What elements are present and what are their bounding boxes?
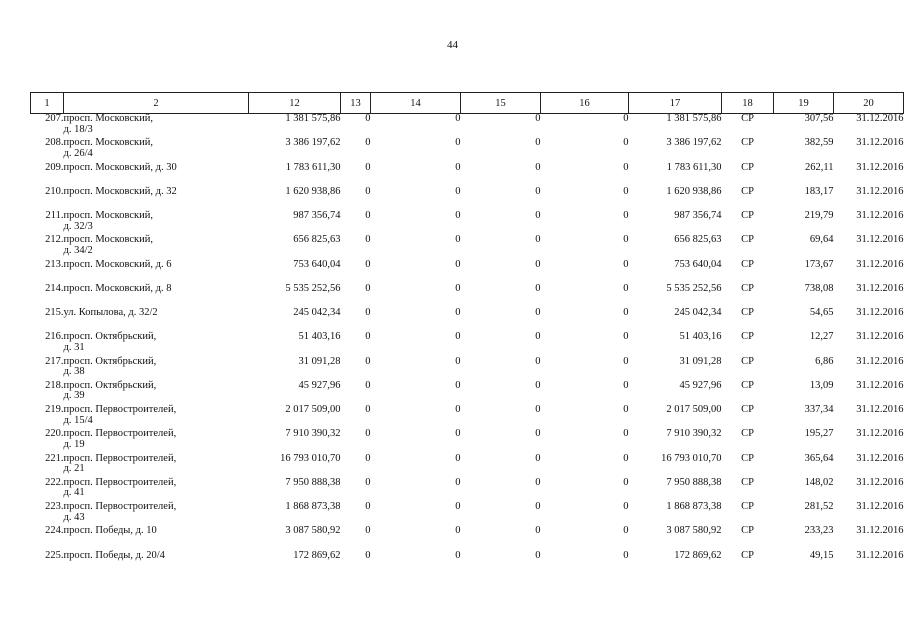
column-header: 17 bbox=[629, 93, 722, 114]
cell-col-18: СР bbox=[741, 307, 754, 318]
cell-col-19: 6,86 bbox=[815, 355, 834, 367]
row-number: 213. bbox=[45, 258, 64, 270]
cell-col-15: 0 bbox=[535, 137, 541, 149]
cell-col-13: 0 bbox=[365, 307, 371, 318]
cell-col-16: 0 bbox=[623, 549, 629, 561]
cell-col-20: 31.12.2016 bbox=[856, 185, 904, 197]
cell-col-17: 31 091,28 bbox=[679, 355, 722, 367]
cell-col-16: 0 bbox=[623, 331, 629, 343]
cell-col-16: 0 bbox=[623, 185, 629, 197]
column-header: 12 bbox=[249, 93, 341, 114]
cell-col-12: 1 381 575,86 bbox=[285, 113, 341, 124]
row-number: 224. bbox=[45, 525, 64, 537]
cell-col-15: 0 bbox=[535, 282, 541, 294]
cell-col-16: 0 bbox=[623, 113, 629, 124]
row-number: 216. bbox=[45, 331, 64, 343]
cell-col-20: 31.12.2016 bbox=[856, 161, 904, 173]
cell-col-14: 0 bbox=[455, 307, 461, 318]
cell-col-17: 3 087 580,92 bbox=[666, 525, 722, 537]
data-table bbox=[30, 92, 904, 575]
cell-col-15: 0 bbox=[535, 161, 541, 173]
cell-col-13: 0 bbox=[365, 525, 371, 537]
column-header: 15 bbox=[461, 93, 541, 114]
address-cell: просп. Первостроителей, д. 15/4 bbox=[63, 404, 177, 426]
cell-col-17: 1 783 611,30 bbox=[666, 161, 722, 173]
cell-col-15: 0 bbox=[535, 476, 541, 488]
cell-col-12: 1 868 873,38 bbox=[285, 501, 341, 512]
address-cell: просп. Победы, д. 20/4 bbox=[63, 549, 165, 561]
address-cell: просп. Московский, д. 32/3 bbox=[63, 210, 153, 232]
row-number: 208. bbox=[45, 137, 64, 149]
page-number: 44 bbox=[447, 39, 458, 51]
cell-col-15: 0 bbox=[535, 185, 541, 197]
cell-col-14: 0 bbox=[455, 525, 461, 537]
cell-col-17: 51 403,16 bbox=[679, 331, 722, 343]
column-header: 13 bbox=[341, 93, 371, 114]
cell-col-16: 0 bbox=[623, 234, 629, 246]
row-number: 207. bbox=[45, 113, 64, 124]
cell-col-14: 0 bbox=[455, 428, 461, 440]
cell-col-12: 1 783 611,30 bbox=[285, 161, 341, 173]
cell-col-12: 1 620 938,86 bbox=[285, 185, 341, 197]
cell-col-13: 0 bbox=[365, 137, 371, 149]
row-number: 220. bbox=[45, 428, 64, 440]
cell-col-18: СР bbox=[741, 476, 754, 488]
cell-col-20: 31.12.2016 bbox=[856, 476, 904, 488]
cell-col-14: 0 bbox=[455, 137, 461, 149]
cell-col-14: 0 bbox=[455, 282, 461, 294]
cell-col-13: 0 bbox=[365, 185, 371, 197]
table-row bbox=[31, 454, 904, 478]
cell-col-17: 3 386 197,62 bbox=[666, 137, 722, 149]
cell-col-18: СР bbox=[741, 355, 754, 367]
cell-col-12: 31 091,28 bbox=[298, 355, 341, 367]
cell-col-14: 0 bbox=[455, 210, 461, 221]
cell-col-13: 0 bbox=[365, 282, 371, 294]
cell-col-17: 7 950 888,38 bbox=[666, 476, 722, 488]
cell-col-15: 0 bbox=[535, 379, 541, 391]
cell-col-12: 987 356,74 bbox=[293, 210, 341, 221]
table-row bbox=[31, 163, 904, 187]
cell-col-15: 0 bbox=[535, 113, 541, 124]
address-cell: ул. Копылова, д. 32/2 bbox=[63, 307, 158, 318]
column-header: 20 bbox=[834, 93, 904, 114]
cell-col-18: СР bbox=[741, 185, 754, 197]
address-cell: просп. Московский, д. 34/2 bbox=[63, 234, 153, 256]
table-row bbox=[31, 308, 904, 332]
cell-col-12: 7 950 888,38 bbox=[285, 476, 341, 488]
cell-col-19: 13,09 bbox=[809, 379, 834, 391]
cell-col-13: 0 bbox=[365, 428, 371, 440]
cell-col-16: 0 bbox=[623, 476, 629, 488]
table-body bbox=[31, 114, 904, 575]
row-number: 214. bbox=[45, 282, 64, 294]
cell-col-13: 0 bbox=[365, 331, 371, 343]
cell-col-20: 31.12.2016 bbox=[856, 282, 904, 294]
table-row bbox=[31, 332, 904, 356]
row-number: 215. bbox=[45, 307, 64, 318]
cell-col-19: 195,27 bbox=[804, 428, 834, 440]
cell-col-12: 245 042,34 bbox=[293, 307, 341, 318]
cell-col-17: 2 017 509,00 bbox=[666, 404, 722, 415]
cell-col-20: 31.12.2016 bbox=[856, 379, 904, 391]
cell-col-14: 0 bbox=[455, 452, 461, 464]
cell-col-19: 365,64 bbox=[804, 452, 834, 464]
cell-col-14: 0 bbox=[455, 355, 461, 367]
cell-col-15: 0 bbox=[535, 355, 541, 367]
cell-col-15: 0 bbox=[535, 234, 541, 246]
cell-col-19: 219,79 bbox=[804, 210, 834, 221]
cell-col-13: 0 bbox=[365, 549, 371, 561]
cell-col-14: 0 bbox=[455, 549, 461, 561]
cell-col-16: 0 bbox=[623, 282, 629, 294]
cell-col-12: 16 793 010,70 bbox=[280, 452, 341, 464]
cell-col-17: 245 042,34 bbox=[674, 307, 722, 318]
column-header: 19 bbox=[774, 93, 834, 114]
table-row bbox=[31, 284, 904, 308]
cell-col-20: 31.12.2016 bbox=[856, 428, 904, 440]
cell-col-13: 0 bbox=[365, 404, 371, 415]
row-number: 222. bbox=[45, 476, 64, 488]
cell-col-19: 262,11 bbox=[805, 161, 834, 173]
cell-col-20: 31.12.2016 bbox=[856, 501, 904, 512]
table-row bbox=[31, 551, 904, 575]
address-cell: просп. Московский, д. 6 bbox=[63, 258, 172, 270]
cell-col-20: 31.12.2016 bbox=[856, 137, 904, 149]
address-cell: просп. Московский, д. 26/4 bbox=[63, 137, 153, 159]
cell-col-19: 69,64 bbox=[809, 234, 834, 246]
cell-col-13: 0 bbox=[365, 501, 371, 512]
table-row bbox=[31, 114, 904, 139]
cell-col-20: 31.12.2016 bbox=[856, 452, 904, 464]
cell-col-15: 0 bbox=[535, 404, 541, 415]
cell-col-16: 0 bbox=[623, 501, 629, 512]
cell-col-18: СР bbox=[741, 282, 754, 294]
cell-col-13: 0 bbox=[365, 234, 371, 246]
cell-col-16: 0 bbox=[623, 355, 629, 367]
cell-col-17: 5 535 252,56 bbox=[666, 282, 722, 294]
cell-col-12: 172 869,62 bbox=[293, 549, 341, 561]
cell-col-15: 0 bbox=[535, 210, 541, 221]
cell-col-16: 0 bbox=[623, 137, 629, 149]
cell-col-13: 0 bbox=[365, 161, 371, 173]
column-header: 18 bbox=[722, 93, 774, 114]
cell-col-14: 0 bbox=[455, 476, 461, 488]
cell-col-15: 0 bbox=[535, 501, 541, 512]
cell-col-19: 54,65 bbox=[809, 307, 834, 318]
cell-col-19: 148,02 bbox=[804, 476, 834, 488]
table-row bbox=[31, 429, 904, 453]
cell-col-19: 281,52 bbox=[804, 501, 834, 512]
cell-col-16: 0 bbox=[623, 452, 629, 464]
cell-col-13: 0 bbox=[365, 379, 371, 391]
cell-col-20: 31.12.2016 bbox=[856, 549, 904, 561]
cell-col-19: 382,59 bbox=[804, 137, 834, 149]
table-header-row bbox=[31, 93, 904, 114]
address-cell: просп. Октябрьский, д. 39 bbox=[63, 379, 157, 402]
cell-col-16: 0 bbox=[623, 210, 629, 221]
cell-col-12: 5 535 252,56 bbox=[285, 282, 341, 294]
column-header: 16 bbox=[541, 93, 629, 114]
cell-col-18: СР bbox=[741, 452, 754, 464]
cell-col-14: 0 bbox=[455, 404, 461, 415]
cell-col-17: 1 868 873,38 bbox=[666, 501, 722, 512]
cell-col-13: 0 bbox=[365, 476, 371, 488]
cell-col-18: СР bbox=[741, 234, 754, 246]
cell-col-20: 31.12.2016 bbox=[856, 234, 904, 246]
table-row bbox=[31, 381, 904, 405]
cell-col-20: 31.12.2016 bbox=[856, 307, 904, 318]
cell-col-14: 0 bbox=[455, 161, 461, 173]
cell-col-14: 0 bbox=[455, 113, 461, 124]
cell-col-20: 31.12.2016 bbox=[856, 113, 904, 124]
cell-col-15: 0 bbox=[535, 549, 541, 561]
address-cell: просп. Первостроителей, д. 43 bbox=[63, 501, 177, 523]
cell-col-20: 31.12.2016 bbox=[856, 210, 904, 221]
cell-col-18: СР bbox=[741, 161, 754, 173]
address-cell: просп. Победы, д. 10 bbox=[63, 525, 157, 537]
table-row bbox=[31, 138, 904, 162]
row-number: 212. bbox=[45, 234, 64, 246]
cell-col-12: 656 825,63 bbox=[293, 234, 341, 246]
cell-col-16: 0 bbox=[623, 525, 629, 537]
table-row bbox=[31, 260, 904, 284]
row-number: 218. bbox=[45, 379, 64, 391]
table-row bbox=[31, 187, 904, 211]
column-header: 1 bbox=[31, 93, 64, 114]
cell-col-14: 0 bbox=[455, 258, 461, 270]
address-cell: просп. Октябрьский, д. 31 bbox=[63, 331, 157, 353]
table-row bbox=[31, 502, 904, 526]
column-header: 14 bbox=[371, 93, 461, 114]
cell-col-17: 1 620 938,86 bbox=[666, 185, 722, 197]
cell-col-17: 16 793 010,70 bbox=[661, 452, 722, 464]
cell-col-19: 337,34 bbox=[804, 404, 834, 415]
cell-col-12: 45 927,96 bbox=[298, 379, 341, 391]
cell-col-12: 753 640,04 bbox=[293, 258, 341, 270]
cell-col-16: 0 bbox=[623, 404, 629, 415]
row-number: 211. bbox=[45, 210, 64, 221]
address-cell: просп. Октябрьский, д. 38 bbox=[63, 355, 157, 377]
address-cell: просп. Московский, д. 32 bbox=[63, 185, 177, 197]
cell-col-18: СР bbox=[741, 428, 754, 440]
row-number: 217. bbox=[45, 355, 64, 367]
address-cell: просп. Московский, д. 30 bbox=[63, 161, 177, 173]
cell-col-12: 51 403,16 bbox=[298, 331, 341, 343]
cell-col-15: 0 bbox=[535, 525, 541, 537]
cell-col-17: 753 640,04 bbox=[674, 258, 722, 270]
table-row bbox=[31, 211, 904, 235]
cell-col-13: 0 bbox=[365, 355, 371, 367]
cell-col-15: 0 bbox=[535, 428, 541, 440]
table-row bbox=[31, 405, 904, 429]
table-row bbox=[31, 235, 904, 259]
cell-col-17: 1 381 575,86 bbox=[666, 113, 722, 124]
cell-col-18: СР bbox=[741, 525, 754, 537]
row-number: 225. bbox=[45, 549, 64, 561]
cell-col-14: 0 bbox=[455, 379, 461, 391]
row-number: 223. bbox=[45, 501, 64, 512]
address-cell: просп. Первостроителей, д. 41 bbox=[63, 476, 177, 499]
cell-col-17: 7 910 390,32 bbox=[666, 428, 722, 440]
cell-col-15: 0 bbox=[535, 307, 541, 318]
table-row bbox=[31, 357, 904, 381]
row-number: 221. bbox=[45, 452, 64, 464]
column-header: 2 bbox=[64, 93, 249, 114]
cell-col-16: 0 bbox=[623, 428, 629, 440]
cell-col-18: СР bbox=[741, 549, 754, 561]
cell-col-19: 183,17 bbox=[804, 185, 834, 197]
cell-col-17: 172 869,62 bbox=[674, 549, 722, 561]
cell-col-16: 0 bbox=[623, 307, 629, 318]
cell-col-19: 12,27 bbox=[809, 331, 834, 343]
cell-col-20: 31.12.2016 bbox=[856, 525, 904, 537]
cell-col-12: 2 017 509,00 bbox=[285, 404, 341, 415]
cell-col-18: СР bbox=[741, 379, 754, 391]
cell-col-18: СР bbox=[741, 210, 754, 221]
cell-col-17: 45 927,96 bbox=[679, 379, 722, 391]
cell-col-16: 0 bbox=[623, 161, 629, 173]
address-cell: просп. Московский, д. 18/3 bbox=[63, 113, 153, 135]
cell-col-15: 0 bbox=[535, 331, 541, 343]
cell-col-16: 0 bbox=[623, 258, 629, 270]
cell-col-14: 0 bbox=[455, 234, 461, 246]
cell-col-18: СР bbox=[741, 501, 754, 512]
cell-col-14: 0 bbox=[455, 185, 461, 197]
row-number: 219. bbox=[45, 404, 64, 415]
table-row bbox=[31, 526, 904, 550]
cell-col-19: 49,15 bbox=[809, 549, 834, 561]
cell-col-18: СР bbox=[741, 113, 754, 124]
cell-col-18: СР bbox=[741, 137, 754, 149]
cell-col-19: 233,23 bbox=[804, 525, 834, 537]
cell-col-20: 31.12.2016 bbox=[856, 355, 904, 367]
table-row bbox=[31, 478, 904, 502]
cell-col-17: 987 356,74 bbox=[674, 210, 722, 221]
cell-col-16: 0 bbox=[623, 379, 629, 391]
cell-col-13: 0 bbox=[365, 258, 371, 270]
cell-col-19: 307,56 bbox=[804, 113, 834, 124]
cell-col-12: 3 386 197,62 bbox=[285, 137, 341, 149]
cell-col-20: 31.12.2016 bbox=[856, 258, 904, 270]
cell-col-20: 31.12.2016 bbox=[856, 331, 904, 343]
address-cell: просп. Первостроителей, д. 21 bbox=[63, 452, 177, 474]
cell-col-19: 173,67 bbox=[804, 258, 834, 270]
row-number: 210. bbox=[45, 185, 64, 197]
cell-col-18: СР bbox=[741, 404, 754, 415]
row-number: 209. bbox=[45, 161, 64, 173]
address-cell: просп. Первостроителей, д. 19 bbox=[63, 428, 177, 450]
cell-col-15: 0 bbox=[535, 452, 541, 464]
cell-col-13: 0 bbox=[365, 452, 371, 464]
address-cell: просп. Московский, д. 8 bbox=[63, 282, 172, 294]
cell-col-12: 7 910 390,32 bbox=[285, 428, 341, 440]
cell-col-12: 3 087 580,92 bbox=[285, 525, 341, 537]
cell-col-14: 0 bbox=[455, 501, 461, 512]
cell-col-19: 738,08 bbox=[804, 282, 834, 294]
cell-col-20: 31.12.2016 bbox=[856, 404, 904, 415]
cell-col-15: 0 bbox=[535, 258, 541, 270]
cell-col-18: СР bbox=[741, 258, 754, 270]
cell-col-17: 656 825,63 bbox=[674, 234, 722, 246]
cell-col-13: 0 bbox=[365, 113, 371, 124]
cell-col-18: СР bbox=[741, 331, 754, 343]
cell-col-14: 0 bbox=[455, 331, 461, 343]
cell-col-13: 0 bbox=[365, 210, 371, 221]
